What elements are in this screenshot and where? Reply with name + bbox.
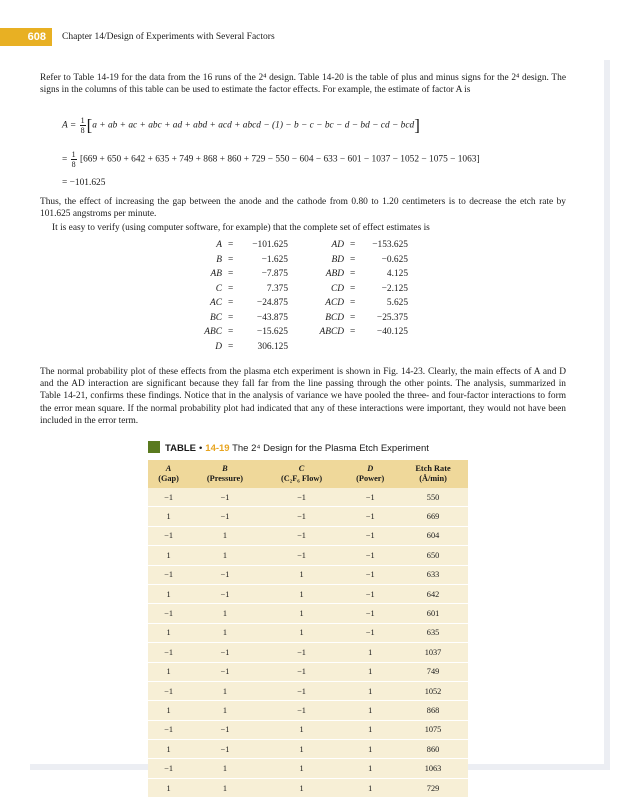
equals-sign: = (350, 298, 356, 308)
table-cell: 1063 (424, 764, 442, 774)
table-cell: 1 (222, 531, 228, 541)
table-label: TABLE (165, 443, 196, 454)
table-cell: −1 (365, 550, 375, 560)
table-body (148, 488, 468, 798)
table-cell: −1 (297, 705, 306, 715)
table-cell: −1 (297, 647, 306, 657)
table-cell: 1037 (424, 647, 442, 657)
header-bottom: (Power) (356, 474, 385, 483)
table-row (148, 565, 468, 584)
eq2-body: [669 + 650 + 642 + 635 + 749 + 868 + 860 + 729 − 550 − 604 − 633 − 601 − 1037 − 1052 − 1075 − 1063] (79, 154, 480, 165)
page-number: 608 (0, 28, 52, 46)
table-cell: 1 (222, 686, 228, 696)
table-cell: 1 (299, 628, 304, 638)
table-row (148, 720, 468, 739)
table-cell: 1 (368, 686, 373, 696)
effect-value: −24.875 (256, 298, 288, 308)
chapter-title: Chapter 14/Design of Experiments with Several Factors (62, 32, 275, 42)
header-etch-rate (398, 460, 468, 488)
header-flow (261, 460, 343, 488)
table-cell: 860 (426, 744, 440, 754)
effect-name: A (216, 240, 222, 250)
table-cell: −1 (365, 609, 375, 619)
page-header (0, 28, 639, 46)
estimate-row (190, 284, 430, 299)
equals-sign: = (228, 254, 234, 265)
table-cell: 1 (222, 628, 228, 638)
table-caption (148, 440, 468, 458)
table-cell: −1 (164, 764, 173, 774)
table-cell: 1 (222, 783, 228, 793)
header-top: C (298, 464, 305, 473)
header-bottom: (Gap) (158, 474, 179, 483)
effect-estimates (190, 240, 430, 356)
table-cell: 1 (299, 764, 304, 774)
header-top: A (165, 464, 172, 473)
table-cell: 1 (368, 744, 373, 754)
equals-sign: = (350, 240, 356, 250)
table-cell: 1 (166, 783, 171, 793)
effect-value: −2.125 (381, 283, 408, 294)
table-row (148, 623, 468, 642)
header-power (342, 460, 398, 488)
table-cell: −1 (365, 512, 375, 522)
caption-marker (148, 441, 160, 453)
table-cell: −1 (164, 725, 173, 735)
table-cell: −1 (220, 589, 230, 599)
normal-plot-paragraph: The normal probability plot of these effects from the plasma etch experiment is shown in Fig. 14-23. Clearly, the main effects of A and D and the AD interaction are significant because they fall far from the line passing through the other points. The analysis, summarized in Table 14-21, confirms these findings. Notice that in the analysis of variance we have pooled the three- and four-factor interactions to form the error mean square. If the normal probability plot had indicated that any of these interactions were important, they would not have been included in the error term. (40, 367, 566, 426)
table-row (148, 643, 468, 662)
table-cell: 1 (222, 705, 228, 715)
estimate-row (190, 342, 430, 357)
table-cell: 1 (368, 667, 373, 677)
table-cell: −1 (164, 492, 173, 502)
effect-value: 5.625 (386, 298, 408, 308)
equals-sign: = (350, 312, 356, 323)
table-row (148, 759, 468, 778)
eq1-bracket-close: ] (414, 115, 420, 135)
equals-sign: = (228, 298, 234, 308)
table-cell: 1 (299, 725, 304, 735)
eq2-fraction (71, 150, 77, 169)
effect-paragraph: Thus, the effect of increasing the gap between the anode and the cathode from 0.80 to 1.20 centimeters is to decrease the etch rate by 101.625 angstroms per minute. (40, 197, 566, 220)
table-cell: −1 (297, 512, 306, 522)
estimate-row (190, 269, 430, 284)
table-cell: −1 (365, 531, 375, 541)
table-row (148, 546, 468, 565)
table-cell: 1 (166, 744, 171, 754)
table-cell: 1 (299, 609, 304, 619)
table-cell: −1 (297, 531, 306, 541)
effect-value: −25.375 (376, 312, 408, 323)
equals-sign: = (228, 240, 234, 250)
table-cell: 1 (222, 764, 228, 774)
effect-name: ABD (325, 269, 344, 279)
table-cell: 1 (166, 628, 171, 638)
table-cell: 1075 (424, 725, 442, 735)
equation-a (62, 116, 420, 135)
effect-name: AB (210, 269, 222, 279)
header-gap (148, 460, 189, 488)
eq1-bracket-open: [ (86, 115, 93, 135)
table-cell: −1 (164, 647, 173, 657)
table-cell: −1 (365, 628, 375, 638)
table-cell: −1 (220, 570, 230, 580)
table-row (148, 701, 468, 720)
table-cell: 669 (426, 512, 440, 522)
header-top: D (367, 464, 374, 473)
table-cell: 1 (299, 589, 304, 599)
table-cell: −1 (164, 609, 173, 619)
effect-name: CD (330, 283, 344, 294)
table-cell: 1 (222, 550, 228, 560)
table-row (148, 778, 468, 797)
equation-values (62, 150, 480, 169)
estimate-row (190, 327, 430, 342)
header-top: B (222, 464, 228, 473)
table-row (148, 604, 468, 623)
table-row (148, 488, 468, 507)
effect-value: −40.125 (376, 327, 408, 337)
table-cell: −1 (220, 492, 230, 502)
table-cell: −1 (164, 570, 173, 580)
table-cell: 1 (299, 570, 304, 580)
table-cell: 749 (426, 667, 440, 677)
table-cell: 550 (426, 492, 440, 502)
effect-value: 4.125 (386, 269, 408, 279)
effect-name: C (215, 283, 222, 294)
effect-value: 306.125 (257, 341, 288, 352)
table-cell: 1 (166, 705, 171, 715)
table-cell: −1 (365, 570, 375, 580)
equals-sign: = (228, 312, 234, 323)
table-cell: −1 (297, 492, 306, 502)
table-row (148, 681, 468, 700)
table-cell: 1 (299, 744, 304, 754)
effect-name: D (215, 341, 222, 352)
design-table (148, 460, 468, 798)
table-cell: 729 (426, 783, 440, 793)
table-cell: −1 (220, 667, 230, 677)
equals-sign: = (350, 254, 356, 265)
effect-value: −0.625 (381, 254, 408, 265)
eq2-num: 1 (71, 150, 76, 159)
intro-paragraph: Refer to Table 14-19 for the data from the 16 runs of the 2⁴ design. Table 14-20 is the table of plus and minus signs for the 2⁴ design. The signs in the columns of this table can be used to estimate the factor effects. For example, the estimate of factor A is (40, 73, 566, 96)
table-cell: 633 (426, 570, 440, 580)
table-cell: 1 (222, 609, 228, 619)
effect-name: BCD (325, 312, 344, 323)
effect-name: BC (210, 312, 222, 323)
table-row (148, 662, 468, 681)
effect-name: AC (210, 298, 222, 308)
table-header-row (148, 460, 468, 488)
table-cell: 1 (166, 550, 171, 560)
estimate-row (190, 255, 430, 270)
table-cell: 635 (426, 628, 440, 638)
table-row (148, 507, 468, 526)
equals-sign: = (228, 269, 234, 279)
equals-sign: = (228, 283, 234, 294)
caption-bullet: • (198, 443, 203, 454)
effect-value: −153.625 (372, 240, 408, 250)
table-cell: 868 (426, 705, 440, 715)
table-cell: 1 (166, 589, 171, 599)
table-cell: −1 (297, 667, 306, 677)
eq1-lhs: A = (62, 120, 77, 131)
table-cell: −1 (365, 492, 375, 502)
estimate-row (190, 313, 430, 328)
table-cell: 1 (166, 667, 171, 677)
table-row (148, 584, 468, 603)
table-cell: 1 (368, 783, 373, 793)
table-cell: 601 (426, 609, 440, 619)
table-cell: −1 (220, 512, 230, 522)
table-cell: −1 (164, 686, 173, 696)
table-cell: 604 (426, 531, 440, 541)
table-cell: −1 (220, 744, 230, 754)
estimate-row (190, 298, 430, 313)
effect-name: ABCD (319, 327, 344, 337)
table-title: The 2⁴ Design for the Plasma Etch Experiment (232, 443, 429, 454)
header-bottom: (C₂F₆ Flow) (280, 474, 323, 483)
table-cell: −1 (297, 550, 306, 560)
table-cell: 1 (368, 725, 373, 735)
effect-value: −43.875 (256, 312, 288, 323)
eq2-den: 8 (71, 160, 76, 169)
header-bottom: (Pressure) (206, 474, 243, 483)
effect-name: AD (331, 240, 344, 250)
table-cell: −1 (164, 531, 173, 541)
header-bottom: (Å/min) (419, 474, 447, 483)
table-row (148, 740, 468, 759)
effect-name: ABC (204, 327, 222, 337)
equals-sign: = (350, 269, 356, 279)
table-row (148, 526, 468, 545)
equals-sign: = (228, 327, 234, 337)
eq1-fraction (80, 116, 86, 135)
eq1-num: 1 (80, 116, 85, 125)
table-cell: 1 (368, 705, 373, 715)
header-pressure (189, 460, 261, 488)
equals-sign: = (350, 283, 356, 294)
effect-value: −7.875 (261, 269, 288, 279)
equals-sign: = (228, 341, 234, 352)
table-cell: −1 (220, 647, 230, 657)
estimate-row (190, 240, 430, 255)
eq2-lhs: = (62, 154, 68, 165)
eq1-den: 8 (80, 126, 85, 135)
table-cell: −1 (365, 589, 375, 599)
equals-sign: = (350, 327, 356, 337)
effect-value: −101.625 (252, 240, 288, 250)
table-cell: −1 (220, 725, 230, 735)
verify-paragraph: It is easy to verify (using computer software, for example) that the complete set of effect estimates is (52, 223, 430, 233)
table-number: 14-19 (205, 443, 230, 454)
effect-value: −15.625 (256, 327, 288, 337)
table-cell: −1 (297, 686, 306, 696)
table-cell: 650 (426, 550, 440, 560)
effect-name: ACD (325, 298, 344, 308)
effect-value: −1.625 (261, 254, 288, 265)
eq1-body: a + ab + ac + abc + ad + abd + acd + abcd − (1) − b − c − bc − d − bd − cd − bcd (92, 120, 415, 131)
table-cell: 1 (166, 512, 171, 522)
effect-value: 7.375 (266, 283, 288, 294)
effect-name: B (216, 254, 222, 265)
table-cell: 642 (426, 589, 440, 599)
header-top: Etch Rate (415, 464, 451, 473)
table-cell: 1 (299, 783, 304, 793)
table-cell: 1 (368, 764, 373, 774)
equation-result: = −101.625 (62, 178, 106, 188)
table-cell: 1052 (424, 686, 442, 696)
effect-name: BD (331, 254, 344, 265)
table-cell: 1 (368, 647, 373, 657)
